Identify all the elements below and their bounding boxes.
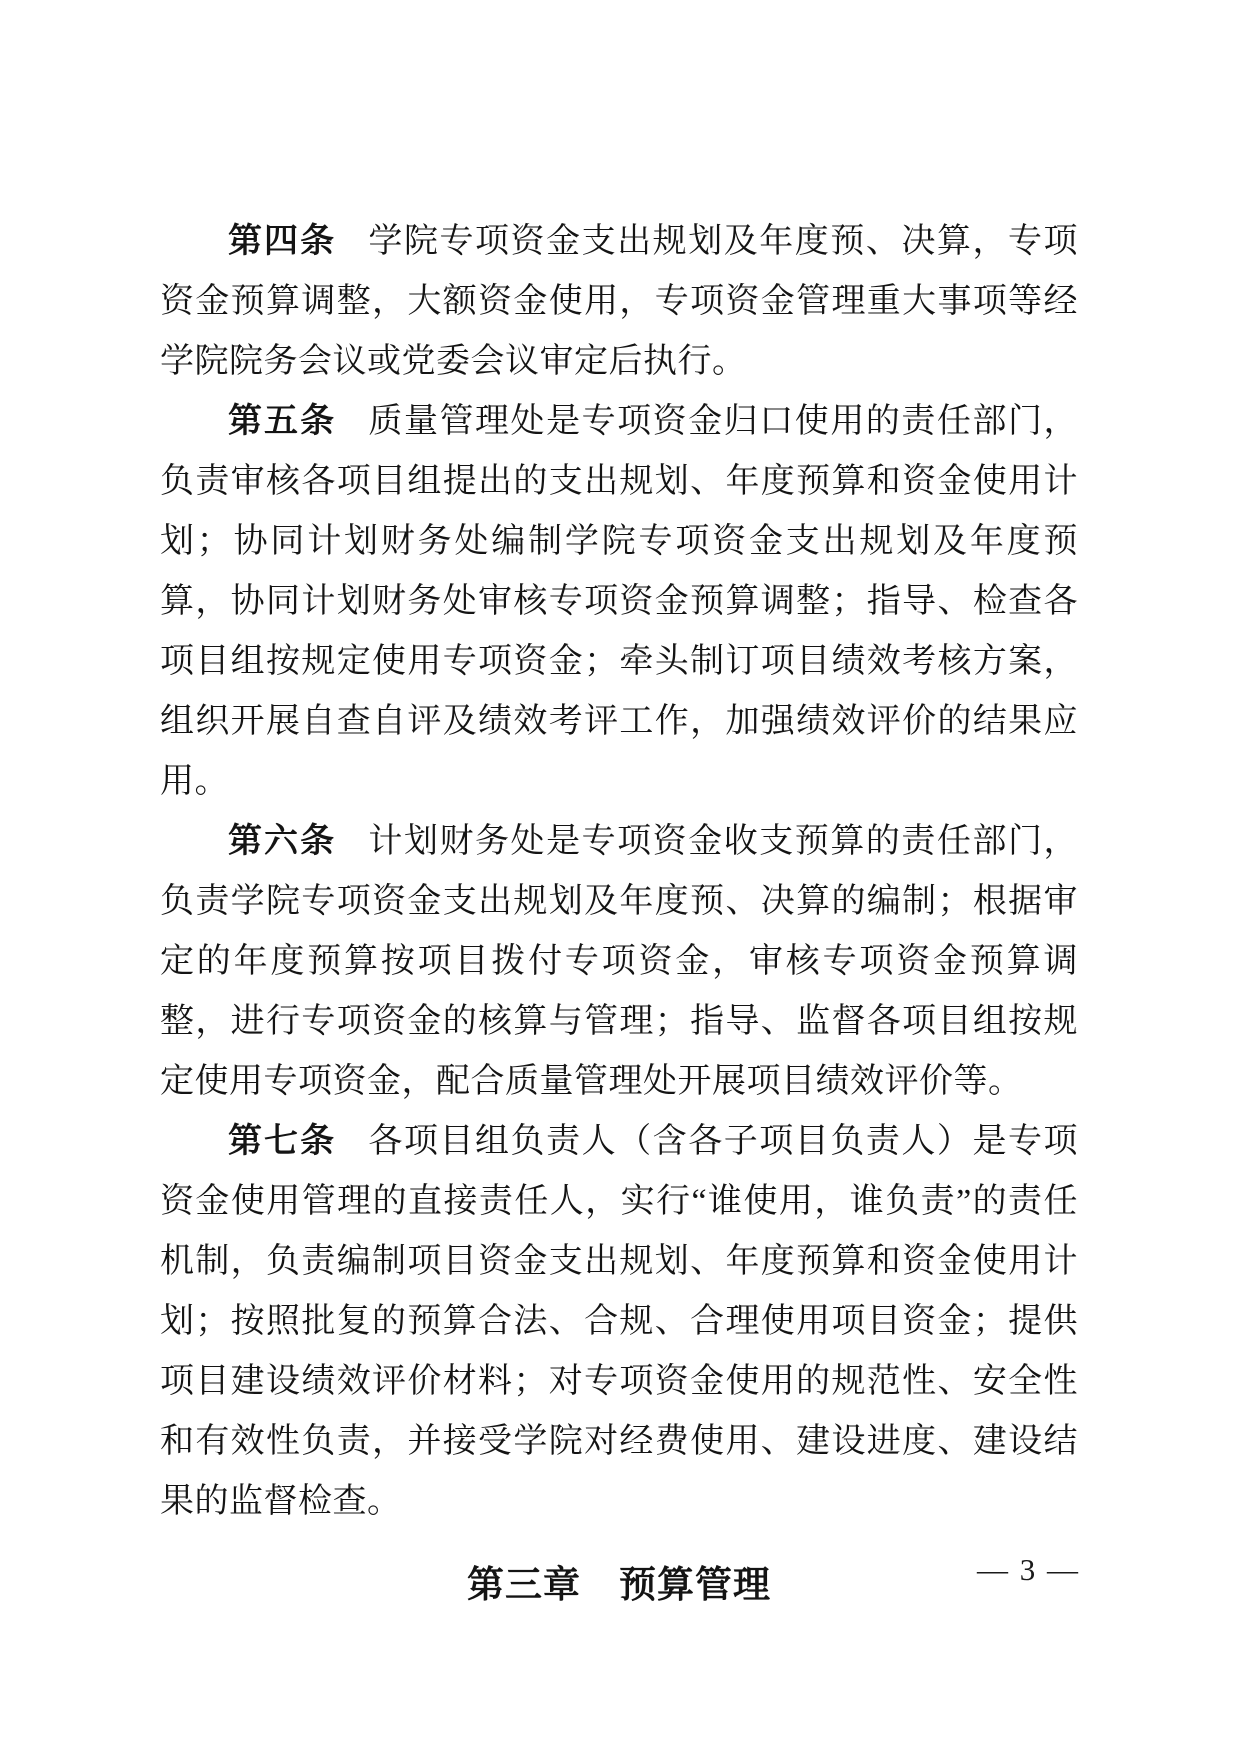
article-5-text: 质量管理处是专项资金归口使用的责任部门，负责审核各项目组提出的支出规划、年度预算和资金使用计划；协同计划财务处编制学院专项资金支出规划及年度预算，协同计划财务处审核专项资金预算调整；指导、检查各项目组按规定使用专项资金；牵头制订项目绩效考核方案，组织开展自查自评及绩效考评工作，加强绩效评价的结果应用。 <box>160 403 1079 800</box>
article-6-paragraph <box>160 812 1078 1112</box>
article-5-paragraph <box>160 392 1078 812</box>
article-7-paragraph <box>160 1112 1078 1532</box>
page-number: — 3 — <box>977 1552 1080 1587</box>
article-4-paragraph <box>160 212 1078 392</box>
document-body <box>160 212 1078 1614</box>
article-5-number: 第五条 <box>228 403 337 440</box>
chapter-heading: 第三章 预算管理 <box>467 1565 771 1606</box>
article-7-number: 第七条 <box>228 1123 337 1160</box>
article-4-text: 学院专项资金支出规划及年度预、决算，专项资金预算调整，大额资金使用，专项资金管理重大事项等经学院院务会议或党委会议审定后执行。 <box>160 223 1079 380</box>
article-6-text: 计划财务处是专项资金收支预算的责任部门，负责学院专项资金支出规划及年度预、决算的编制；根据审定的年度预算按项目拨付专项资金，审核专项资金预算调整，进行专项资金的核算与管理；指导、监督各项目组按规定使用专项资金，配合质量管理处开展项目绩效评价等。 <box>160 823 1079 1100</box>
article-7-text: 各项目组负责人（含各子项目负责人）是专项资金使用管理的直接责任人，实行“谁使用，谁负责”的责任机制，负责编制项目资金支出规划、年度预算和资金使用计划；按照批复的预算合法、合规、合理使用项目资金；提供项目建设绩效评价材料；对专项资金使用的规范性、安全性和有效性负责，并接受学院对经费使用、建设进度、建设结果的监督检查。 <box>160 1123 1079 1520</box>
article-4-number: 第四条 <box>228 223 337 260</box>
article-6-number: 第六条 <box>228 823 337 860</box>
